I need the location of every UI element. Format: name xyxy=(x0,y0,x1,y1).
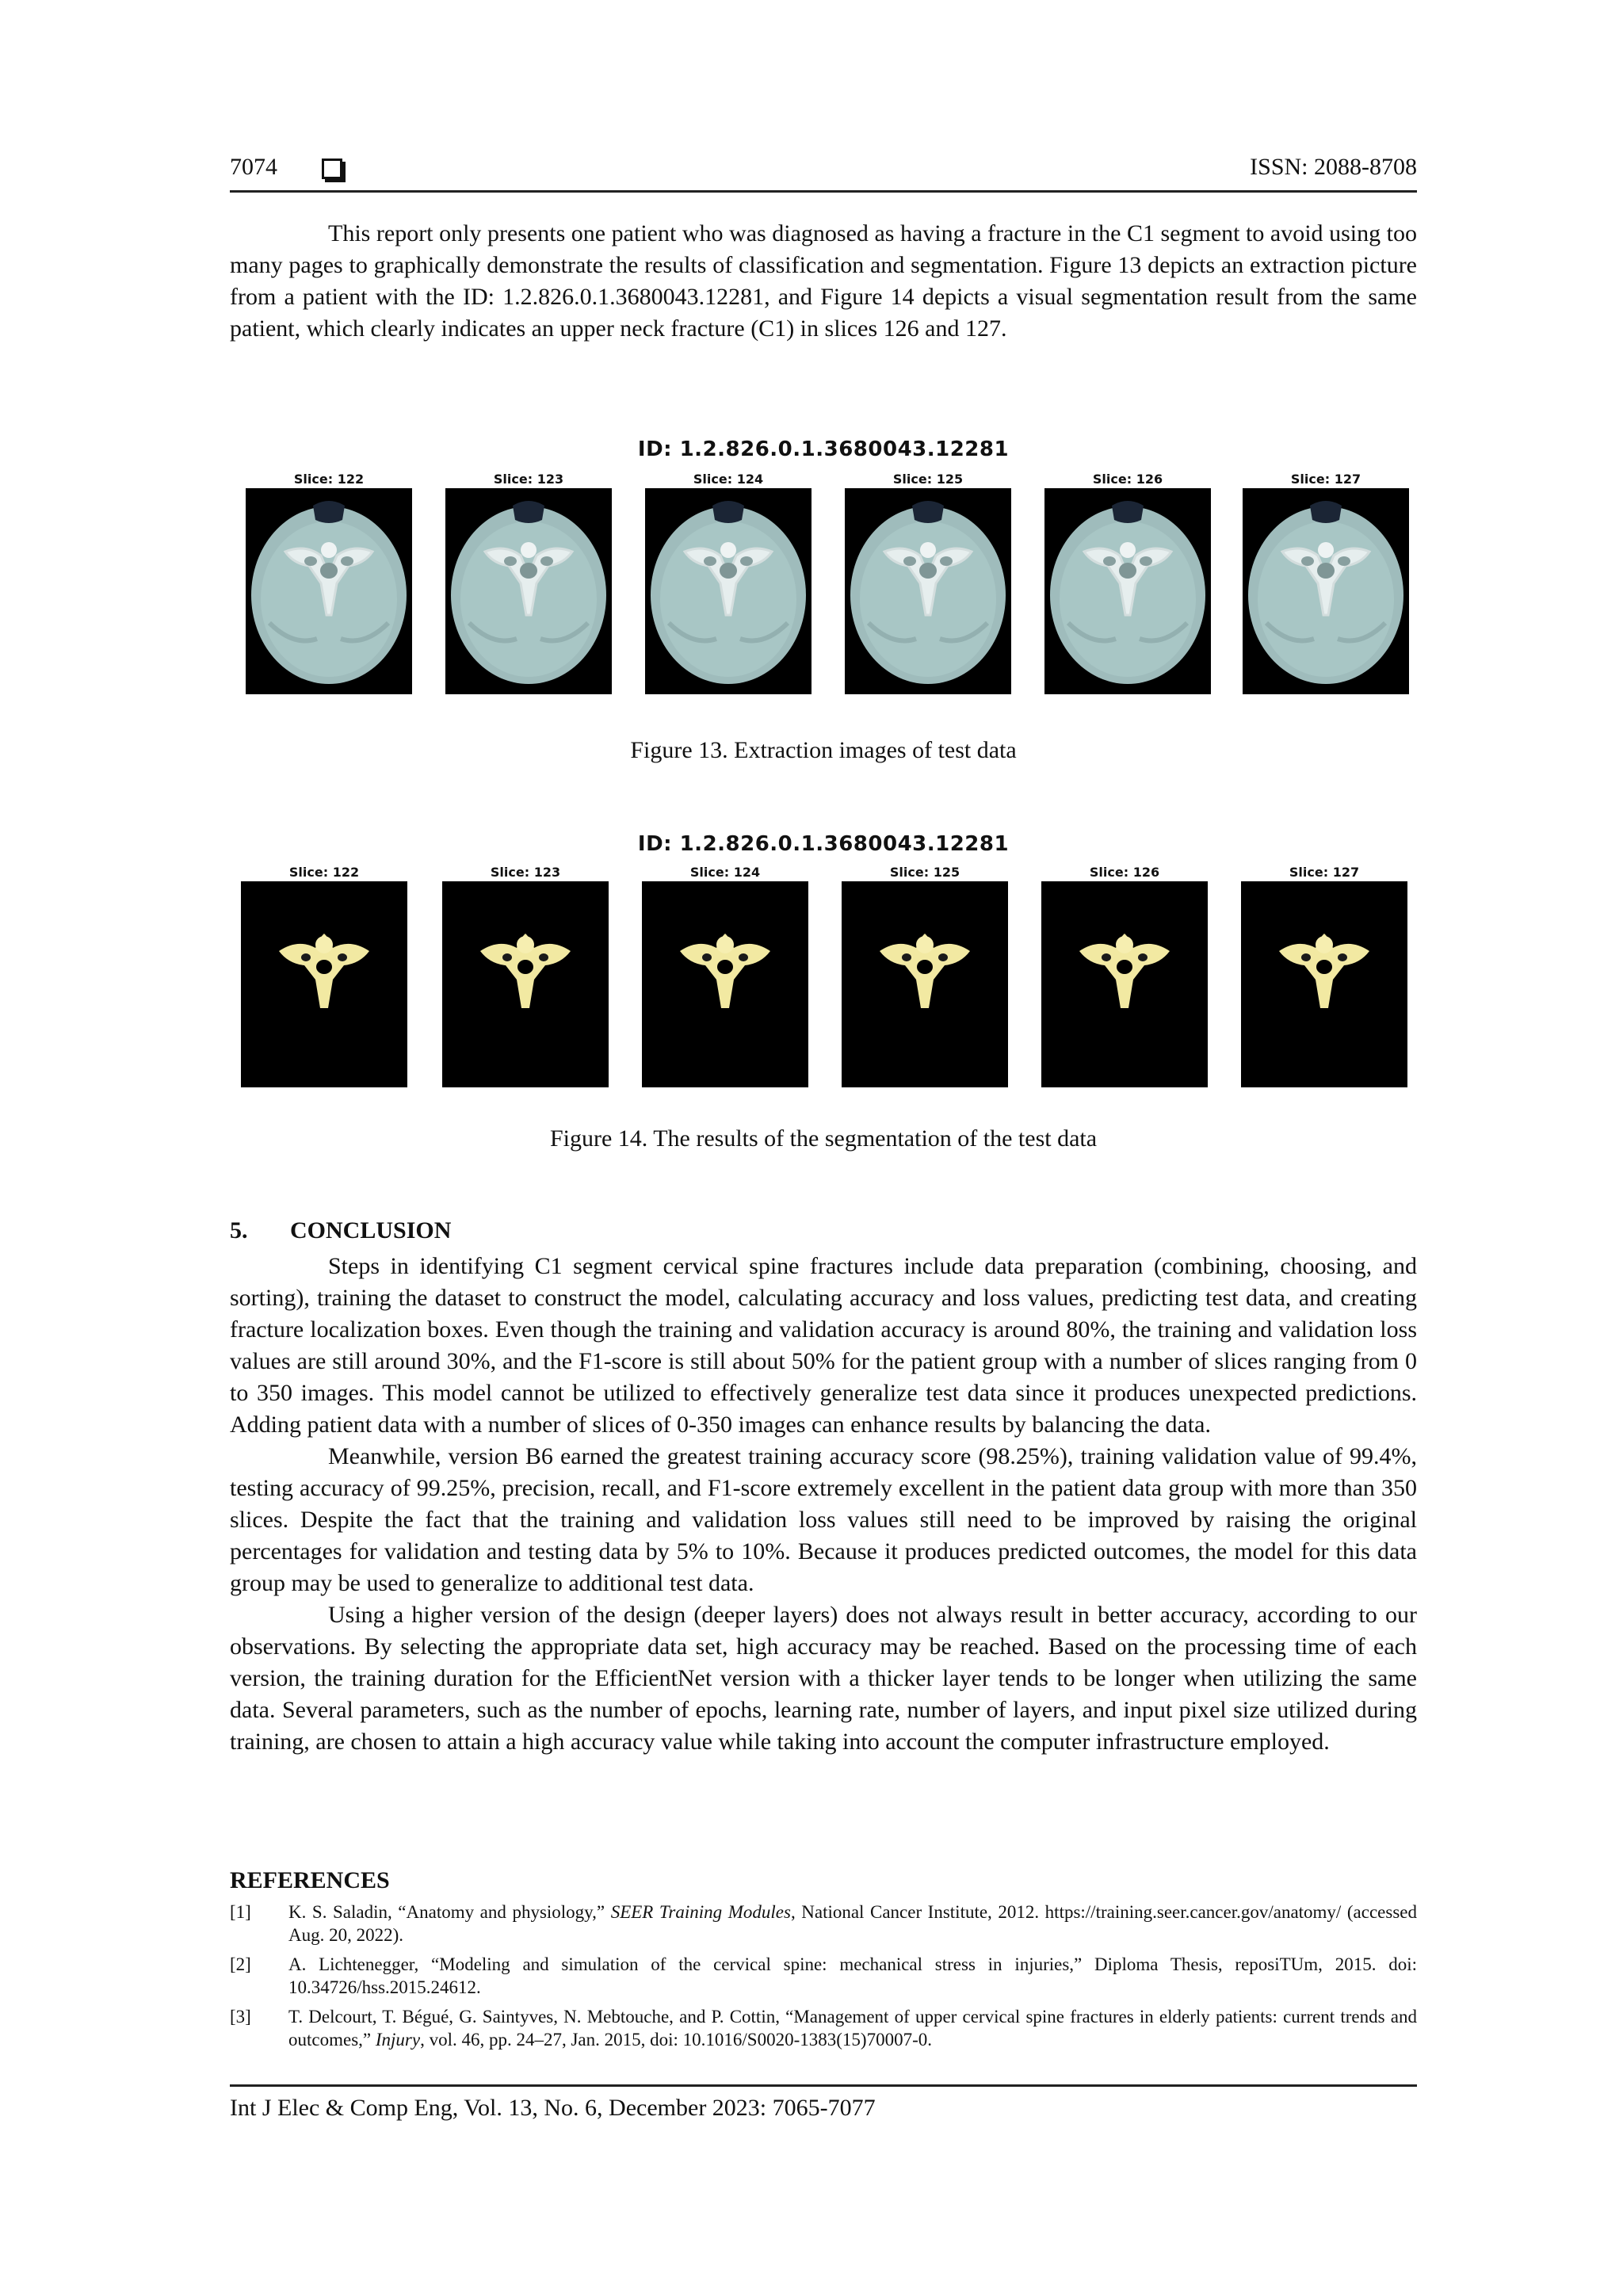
segmentation-slice xyxy=(1041,864,1208,1087)
section-heading xyxy=(230,1217,451,1244)
slice-label: Slice: 122 xyxy=(293,472,365,487)
references-heading: REFERENCES xyxy=(230,1867,390,1893)
reference-text: A. Lichtenegger, “Modeling and simulation of the cervical spine: mechanical stress in injuries,” Diploma Thesis, reposiTUm, 2015. doi: 10.34726/hss.2015.24612. xyxy=(288,1954,1417,1997)
segmentation-image xyxy=(642,881,808,1087)
ct-slice xyxy=(1044,471,1211,694)
section-title: CONCLUSION xyxy=(290,1217,452,1244)
ct-slice xyxy=(246,471,412,694)
conclusion-body xyxy=(230,1251,1417,1758)
reference-number: [1] xyxy=(230,1902,251,1922)
ct-slice xyxy=(645,471,812,694)
figure-14-caption: Figure 14. The results of the segmentation of the test data xyxy=(549,1125,1098,1152)
reference-text: , National Cancer Institute, 2012. https://training.seer.cancer.gov/anatomy/ (accessed Aug. 20, 2022). xyxy=(288,1902,1417,1945)
figure-13-caption: Figure 13. Extraction images of test data xyxy=(630,737,1017,763)
segmentation-image xyxy=(241,881,407,1087)
slice-label: Slice: 127 xyxy=(1289,865,1360,880)
ct-scan-image xyxy=(1044,488,1211,694)
intro-paragraph: This report only presents one patient who was diagnosed as having a fracture in the C1 segment to avoid using too many pages to graphically demonstrate the results of classification and segmentation. Figure 13 depicts an extraction picture from a patient with the ID: 1.2.826.0.1.3680043.12281, and Figure 14 depicts a visual segmentation result from the same patient, which clearly indicates an upper neck fracture (C1) in slices 126 and 127. xyxy=(230,220,1417,342)
ct-slice xyxy=(1243,471,1409,694)
figure-13-id-title: ID: 1.2.826.0.1.3680043.12281 xyxy=(637,437,1010,461)
reference-number: [2] xyxy=(230,1954,251,1974)
intro-section xyxy=(230,218,1417,345)
segmentation-slice xyxy=(442,864,609,1087)
slice-label: Slice: 124 xyxy=(689,865,761,880)
reference-number: [3] xyxy=(230,2007,251,2027)
slice-label: Slice: 126 xyxy=(1092,472,1163,487)
ct-slice xyxy=(845,471,1011,694)
page-header xyxy=(230,152,1417,193)
segmentation-image xyxy=(1241,881,1407,1087)
section-number: 5. xyxy=(230,1217,248,1244)
conclusion-paragraph: Using a higher version of the design (deeper layers) does not always result in better accuracy, according to our observations. By selecting the appropriate data set, high accuracy may be reached. Based on the processing time of each version, the training duration for the EfficientNet version with a thicker layer tends to be longer when utilizing the same data. Several parameters, such as the number of epochs, learning rate, number of layers, and input pixel size utilized during training, are chosen to attain a high accuracy value while taking into account the computer infrastructure employed. xyxy=(230,1602,1417,1755)
ct-slice xyxy=(445,471,612,694)
slice-label: Slice: 126 xyxy=(1089,865,1160,880)
reference-item xyxy=(230,2005,1417,2051)
references-list xyxy=(230,1901,1417,2057)
reference-text: T. Delcourt, T. Bégué, G. Saintyves, N. Mebtouche, and P. Cottin, “Management of upper cervical spine fractures in elderly patients: current trends and outcomes,” xyxy=(288,2007,1417,2050)
slice-label: Slice: 123 xyxy=(490,865,561,880)
journal-citation: Int J Elec & Comp Eng, Vol. 13, No. 6, December 2023: 7065-7077 xyxy=(230,2095,876,2121)
reference-text: , vol. 46, pp. 24–27, Jan. 2015, doi: 10.1016/S0020-1383(15)70007-0. xyxy=(420,2030,932,2050)
page-footer xyxy=(230,2084,1417,2122)
ct-scan-image xyxy=(246,488,412,694)
segmentation-image xyxy=(442,881,609,1087)
slice-label: Slice: 124 xyxy=(693,472,764,487)
reference-source: SEER Training Modules xyxy=(610,1902,791,1922)
slice-label: Slice: 123 xyxy=(493,472,564,487)
ct-scan-image xyxy=(845,488,1011,694)
page-number: 7074 xyxy=(230,154,277,180)
figure-14-id-title: ID: 1.2.826.0.1.3680043.12281 xyxy=(637,832,1010,856)
reference-item xyxy=(230,1901,1417,1946)
segmentation-slice xyxy=(1241,864,1407,1087)
slice-label: Slice: 127 xyxy=(1290,472,1361,487)
conclusion-paragraph: Steps in identifying C1 segment cervical spine fractures include data preparation (combining, choosing, and sorting), training the dataset to construct the model, calculating accuracy and loss values, predicting test data, and creating fracture localization boxes. Even though the training and validation accuracy is around 80%, the training and validation loss values are still around 30%, and the F1-score is still about 50% for the patient group with a number of slices ranging from 0 to 350 images. This model cannot be utilized to effectively generalize test data since it produces unexpected predictions. Adding patient data with a number of slices of 0-350 images can enhance results by balancing the data. xyxy=(230,1253,1417,1438)
segmentation-image xyxy=(1041,881,1208,1087)
square-icon xyxy=(322,159,342,179)
ct-scan-image xyxy=(645,488,812,694)
segmentation-slice xyxy=(642,864,808,1087)
reference-text: K. S. Saladin, “Anatomy and physiology,” xyxy=(288,1902,611,1922)
segmentation-slice xyxy=(241,864,407,1087)
segmentation-slice xyxy=(842,864,1008,1087)
reference-item xyxy=(230,1953,1417,1999)
reference-source: Injury xyxy=(375,2030,421,2050)
segmentation-image xyxy=(842,881,1008,1087)
ct-scan-image xyxy=(1243,488,1409,694)
conclusion-paragraph: Meanwhile, version B6 earned the greatest training accuracy score (98.25%), training validation value of 99.4%, testing accuracy of 99.25%, precision, recall, and F1-score extremely excellent in the patient data group with more than 350 slices. Despite the fact that the training and validation loss values still need to be improved by raising the original percentages for validation and testing data by 5% to 10%. Because it produces predicted outcomes, the model for this data group may be used to generalize to additional test data. xyxy=(230,1443,1417,1596)
ct-scan-image xyxy=(445,488,612,694)
slice-label: Slice: 125 xyxy=(892,472,964,487)
slice-label: Slice: 125 xyxy=(889,865,960,880)
slice-label: Slice: 122 xyxy=(288,865,360,880)
issn: ISSN: 2088-8708 xyxy=(1250,154,1417,180)
